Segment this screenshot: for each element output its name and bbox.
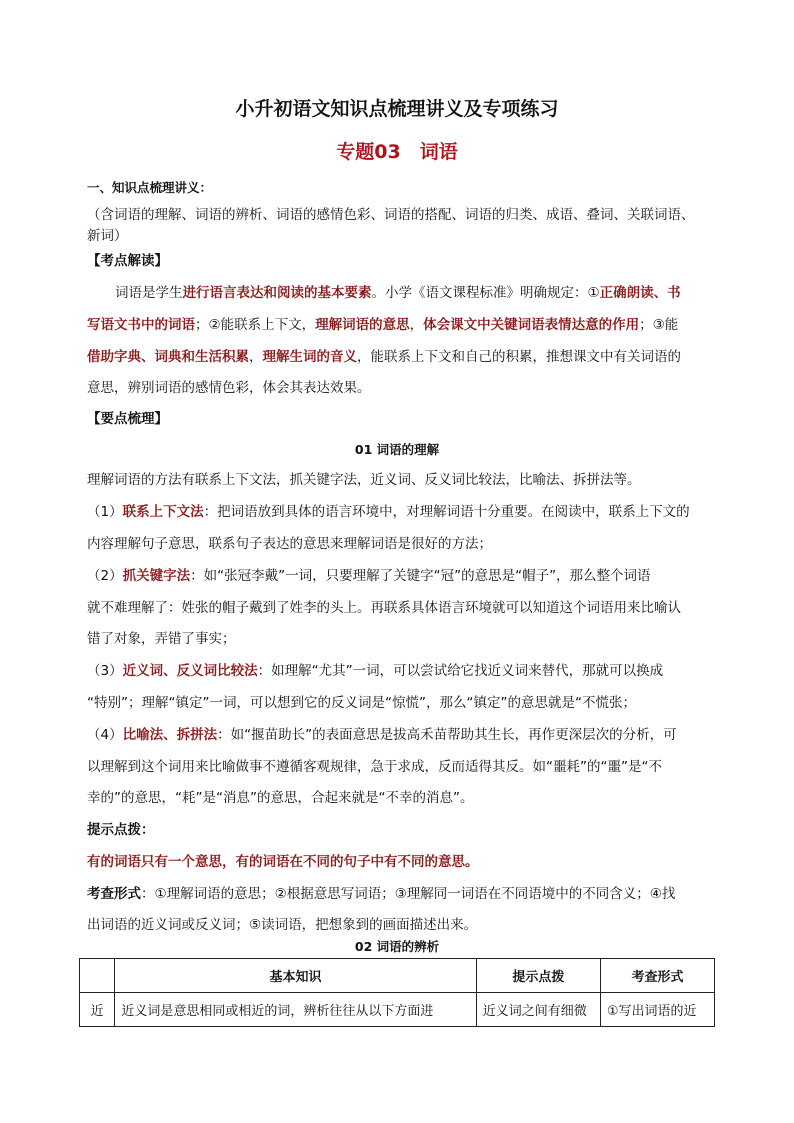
tip-heading: 提示点拨：	[87, 822, 155, 838]
method-2-line2: 就不难理解了：姓张的帽子戴到了姓李的头上。再联系具体语言环境就可以知道这个词语用来比喻认	[87, 600, 681, 616]
document-title: 小升初语文知识点梳理讲义及专项练习	[235, 98, 559, 120]
section1-intro-line2: 新词）	[87, 228, 128, 244]
kaodian-paragraph-line1: 词语是学生进行语言表达和阅读的基本要素。小学《语文课程标准》明确规定：①正确朗读、书	[115, 285, 681, 301]
kaodian-paragraph-line2: 写语文书中的词语；②能联系上下文，理解词语的意思，体会课文中关键词语表情达意的作用；③能	[87, 317, 679, 333]
exam-form-line1: 考查形式：①理解词语的意思；②根据意思写词语；③理解同一词语在不同语境中的不同含义；④找	[87, 886, 676, 902]
table-cell: 近	[80, 993, 115, 1027]
table-header-cell: 基本知识	[115, 959, 476, 993]
kaodian-paragraph-line3: 借助字典、词典和生活积累，理解生词的音义，能联系上下文和自己的积累，推想课文中有关词语的	[87, 349, 681, 365]
method-3-line1: （3）近义词、反义词比较法：如理解“尤其”一词，可以尝试给它找近义词来替代，那就可以换成	[87, 663, 664, 679]
method-3-line2: “特别”；理解“镇定”一词，可以想到它的反义词是“惊慌”，那么“镇定”的意思就是“不慌张；	[87, 695, 636, 711]
section-heading-1: 一、知识点梳理讲义：	[87, 180, 213, 195]
word-discrimination-table	[79, 958, 715, 1027]
tip-text: 有的词语只有一个意思，有的词语在不同的句子中有不同的意思。	[87, 854, 479, 870]
table-header-cell: 考查形式	[600, 959, 714, 993]
yaodian-heading: 【要点梳理】	[87, 411, 168, 427]
method-2-line1: （2）抓关键字法：如“张冠李戴”一词，只要理解了关键字“冠”的意思是“帽子”，那么整个词语	[87, 568, 651, 584]
method-1-line2: 内容理解句子意思，联系句子表达的意思来理解词语是很好的方法；	[87, 536, 492, 552]
kaodian-heading: 【考点解读】	[87, 253, 168, 269]
table-header-cell: 提示点拨	[476, 959, 600, 993]
exam-form-line2: 出词语的近义词或反义词；⑤读词语，把想象到的画面描述出来。	[87, 917, 478, 933]
table-header-row	[80, 959, 715, 993]
subsection-heading-02: 02 词语的辨析	[354, 939, 440, 954]
kaodian-paragraph-line4: 意思，辨别词语的感情色彩，体会其表达效果。	[87, 380, 371, 396]
section1-intro-line1: （含词语的理解、词语的辨析、词语的感情色彩、词语的搭配、词语的归类、成语、叠词、关联词语、	[87, 207, 695, 223]
method-2-line3: 错了对象，弄错了事实；	[87, 631, 236, 647]
method-summary: 理解词语的方法有联系上下文法，抓关键字法，近义词、反义词比较法，比喻法、拆拼法等。	[87, 472, 641, 488]
document-subtitle: 专题03 词语	[336, 141, 458, 163]
table-row	[80, 993, 715, 1027]
method-4-line3: 幸的”的意思，“耗”是“消息”的意思，合起来就是“不幸的消息”。	[87, 790, 474, 806]
method-4-line2: 以理解到这个词用来比喻做事不遵循客观规律，急于求成，反而适得其反。如“噩耗”的“噩”是“不	[87, 759, 662, 775]
table-cell: 近义词是意思相同或相近的词，辨析往往从以下方面进	[115, 993, 476, 1027]
table-cell: ①写出词语的近	[600, 993, 714, 1027]
subsection-heading-01: 01 词语的理解	[354, 442, 440, 457]
table-cell: 近义词之间有细微	[476, 993, 600, 1027]
method-4-line1: （4）比喻法、拆拼法：如“揠苗助长”的表面意思是拔高禾苗帮助其生长，再作更深层次的分析，可	[87, 727, 677, 743]
table-header-cell	[80, 959, 115, 993]
method-1-line1: （1）联系上下文法：把词语放到具体的语言环境中，对理解词语十分重要。在阅读中，联系上下文的	[87, 504, 690, 520]
